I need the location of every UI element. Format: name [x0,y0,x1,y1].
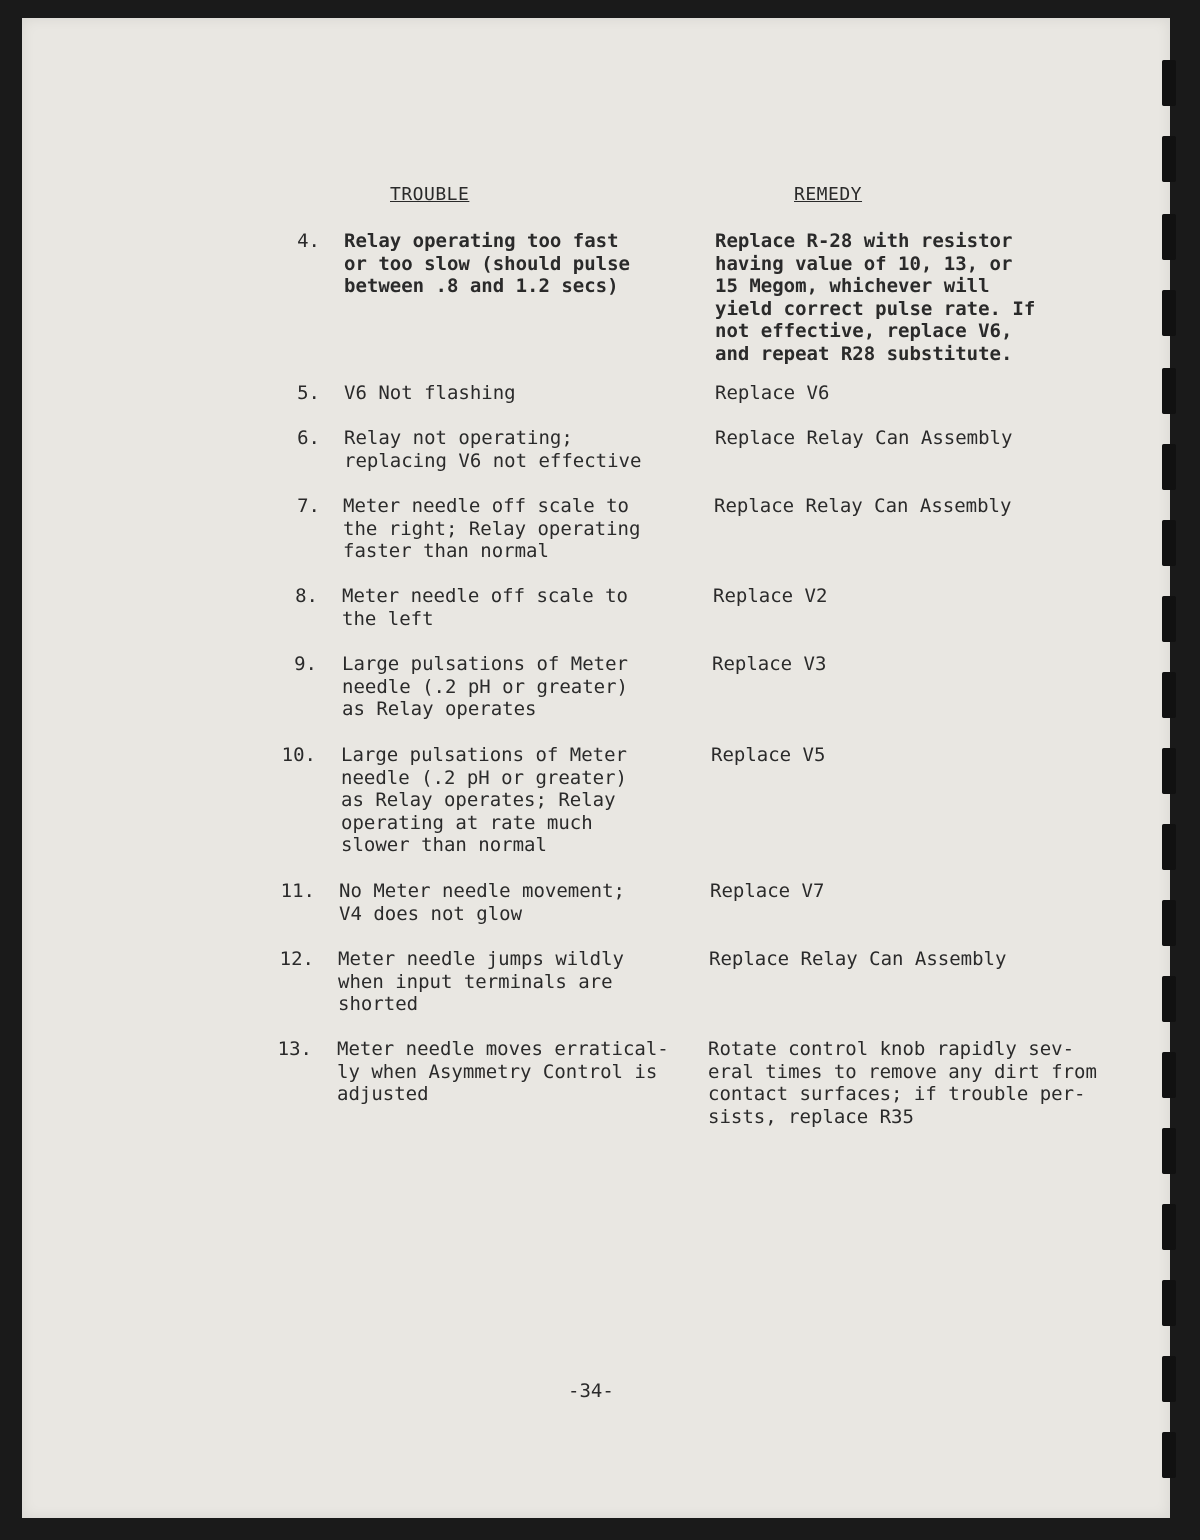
binding-hole [1162,976,1176,1022]
remedy-line: Replace V7 [710,880,825,902]
item-number: 6. [297,427,320,449]
binding-hole [1162,1204,1176,1250]
binding-hole [1162,1128,1176,1174]
document-page [22,18,1170,1518]
trouble-text [344,427,694,472]
trouble-line: Meter needle off scale to [342,585,628,607]
remedy-text [712,653,1112,676]
binding-hole [1162,672,1176,718]
remedy-text [708,1038,1108,1128]
trouble-line: V6 Not flashing [344,382,516,404]
trouble-line: the left [342,607,434,630]
remedy-line: yield correct pulse rate. If [715,297,1036,320]
trouble-line: Large pulsations of Meter [341,744,627,766]
binding-hole [1162,1356,1176,1402]
item-number: 12. [279,948,314,970]
binding-hole [1162,60,1176,106]
remedy-line: 15 Megom, whichever will [715,275,990,298]
trouble-line: between .8 and 1.2 secs) [344,275,619,298]
binding-hole [1162,444,1176,490]
remedy-line: and repeat R28 substitute. [715,342,1013,365]
trouble-line: replacing V6 not effective [344,449,642,472]
binding-hole [1162,368,1176,414]
trouble-line: when input terminals are [338,970,613,993]
remedy-line: sists, replace R35 [708,1105,914,1128]
remedy-text [715,230,1115,366]
item-number: 9. [294,653,317,675]
trouble-line: Meter needle jumps wildly [338,948,624,970]
trouble-line: No Meter needle movement; [339,880,625,902]
remedy-text [715,382,1115,405]
item-number: 13. [277,1038,312,1060]
trouble-line: as Relay operates; Relay [341,789,616,812]
trouble-text [338,948,688,1016]
trouble-line: faster than normal [343,540,549,563]
remedy-line: Replace V2 [713,585,828,607]
remedy-line: contact surfaces; if trouble per- [708,1083,1086,1106]
trouble-line: operating at rate much [341,811,593,834]
remedy-text [710,880,1110,903]
remedy-line: Rotate control knob rapidly sev- [708,1038,1075,1060]
item-number: 5. [297,382,320,404]
remedy-text [713,585,1113,608]
trouble-line: Meter needle off scale to [343,495,629,517]
remedy-header: REMEDY [794,184,863,205]
trouble-line: needle (.2 pH or greater) [341,766,627,789]
remedy-text [709,948,1109,971]
page-number: -34- [568,1380,614,1402]
trouble-text [344,382,694,405]
binding-hole [1162,290,1176,336]
trouble-line: Relay operating too fast [344,230,619,252]
trouble-line: needle (.2 pH or greater) [342,675,628,698]
remedy-line: Replace Relay Can Assembly [714,495,1012,517]
trouble-line: adjusted [337,1083,429,1106]
trouble-line: or too slow (should pulse [344,252,630,275]
trouble-line: the right; Relay operating [343,517,641,540]
trouble-line: ly when Asymmetry Control is [337,1060,658,1083]
item-number: 11. [280,880,315,902]
trouble-text [344,230,694,298]
remedy-line: Replace Relay Can Assembly [709,948,1007,970]
trouble-line: slower than normal [341,834,547,857]
binding-hole [1162,1432,1176,1478]
binding-hole [1162,824,1176,870]
binding-hole [1162,214,1176,260]
trouble-line: shorted [338,993,419,1016]
binding-hole [1162,900,1176,946]
binding-hole [1162,136,1176,182]
remedy-line: eral times to remove any dirt from [708,1060,1097,1083]
trouble-text [337,1038,687,1106]
remedy-line: Replace V6 [715,382,830,404]
remedy-line: Replace R-28 with resistor [715,230,1013,252]
trouble-line: Relay not operating; [344,427,573,449]
remedy-text [711,744,1111,767]
item-number: 7. [297,495,320,517]
binding-holes [1142,18,1182,1518]
binding-hole [1162,520,1176,566]
trouble-text [342,653,692,721]
remedy-line: Replace Relay Can Assembly [715,427,1013,449]
item-number: 10. [281,744,316,766]
binding-hole [1162,1052,1176,1098]
remedy-line: not effective, replace V6, [715,320,1013,343]
remedy-text [714,495,1114,518]
binding-hole [1162,1280,1176,1326]
remedy-line: Replace V3 [712,653,827,675]
item-number: 4. [297,230,320,252]
trouble-header: TROUBLE [390,184,470,205]
trouble-line: Meter needle moves erratical- [337,1038,669,1060]
remedy-line: having value of 10, 13, or [715,252,1013,275]
binding-hole [1162,596,1176,642]
trouble-text [341,744,691,857]
trouble-line: Large pulsations of Meter [342,653,628,675]
trouble-text [342,585,692,630]
binding-hole [1162,748,1176,794]
trouble-line: V4 does not glow [339,902,523,925]
remedy-text [715,427,1115,450]
trouble-line: as Relay operates [342,698,537,721]
trouble-text [339,880,689,925]
item-number: 8. [295,585,318,607]
remedy-line: Replace V5 [711,744,826,766]
trouble-text [343,495,693,563]
